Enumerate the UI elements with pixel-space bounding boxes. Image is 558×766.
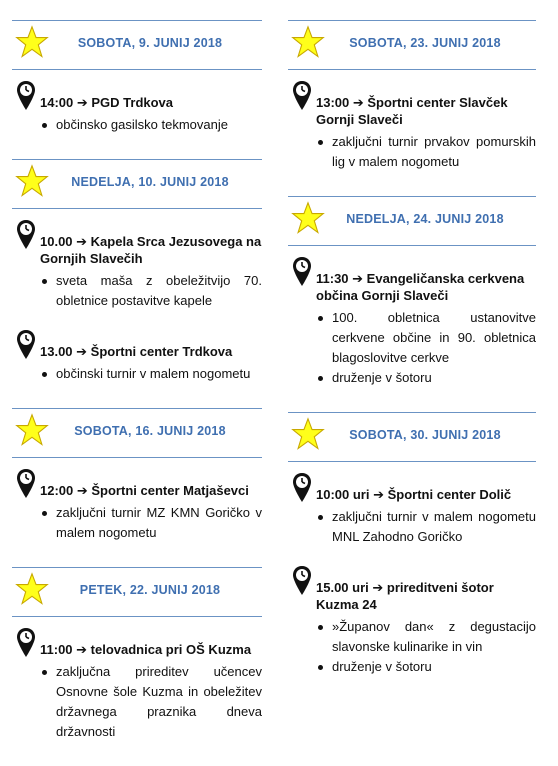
clock-pin-icon — [292, 256, 312, 288]
arrow-right-icon: ➔ — [72, 642, 91, 657]
event-time: 14:00 — [40, 95, 74, 110]
day-header — [12, 20, 262, 70]
event-time: 13.00 — [40, 344, 73, 359]
event — [288, 472, 536, 547]
event — [288, 565, 536, 677]
event-time: 10.00 — [40, 234, 73, 249]
list-item: druženje v šotoru — [316, 368, 536, 388]
event-place: Športni center Dolič — [387, 487, 512, 502]
spacer — [12, 394, 262, 408]
clock-pin-icon — [292, 565, 312, 597]
left-column — [12, 20, 262, 752]
day-header — [288, 412, 536, 462]
event-details — [316, 308, 536, 388]
event-details — [40, 271, 262, 311]
event — [12, 329, 262, 384]
spacer — [12, 543, 262, 553]
spacer — [12, 742, 262, 752]
event — [12, 219, 262, 311]
event-title — [40, 80, 262, 111]
event-title — [40, 219, 262, 267]
day-date: PETEK, 22. JUNIJ 2018 — [79, 583, 221, 597]
list-item: sveta maša z obeležitvijo 70. obletnice postavitve kapele — [40, 271, 262, 311]
event-title — [316, 256, 536, 304]
spacer — [12, 145, 262, 159]
event — [288, 256, 536, 388]
clock-pin-icon — [16, 219, 36, 251]
event — [12, 627, 262, 742]
event-details — [316, 132, 536, 172]
day-header — [12, 159, 262, 209]
event — [12, 468, 262, 543]
list-item: zaključna prireditev učencev Osnovne šole Kuzma in obeležitev državnega praznika dneva državnosti — [40, 662, 262, 742]
clock-pin-icon — [16, 468, 36, 500]
event-place: PGD Trdkova — [91, 95, 174, 110]
event — [12, 80, 262, 135]
event-time: 12:00 — [40, 483, 74, 498]
event-details — [40, 364, 262, 384]
list-item: »Županov dan« z degustacijo slavonske kulinarike in vin — [316, 617, 536, 657]
list-item: zaključni turnir v malem nogometu MNL Zahodno Goričko — [316, 507, 536, 547]
day-header — [12, 408, 262, 458]
clock-pin-icon — [292, 472, 312, 504]
spacer — [12, 384, 262, 394]
arrow-right-icon: ➔ — [72, 234, 91, 249]
arrow-right-icon: ➔ — [72, 344, 91, 359]
list-item: občinski turnir v malem nogometu — [40, 364, 262, 384]
event-time: 13:00 — [316, 95, 350, 110]
spacer — [12, 135, 262, 145]
list-item: druženje v šotoru — [316, 657, 536, 677]
clock-pin-icon — [16, 329, 36, 361]
spacer — [288, 172, 536, 182]
event-time: 11:00 — [40, 642, 73, 657]
day-date: SOBOTA, 9. JUNIJ 2018 — [77, 36, 223, 50]
spacer — [288, 677, 536, 687]
day-date: SOBOTA, 30. JUNIJ 2018 — [349, 428, 501, 442]
arrow-right-icon: ➔ — [368, 580, 387, 595]
event-details — [40, 503, 262, 543]
spacer — [288, 388, 536, 398]
day-date: NEDELJA, 24. JUNIJ 2018 — [346, 212, 504, 226]
event-details — [40, 115, 262, 135]
arrow-right-icon: ➔ — [369, 487, 388, 502]
day-date: NEDELJA, 10. JUNIJ 2018 — [71, 175, 229, 189]
event-title — [316, 80, 536, 128]
day-date: SOBOTA, 16. JUNIJ 2018 — [74, 424, 226, 438]
arrow-right-icon: ➔ — [349, 95, 368, 110]
event-place: Kapela Srca Jezusovega na Gornjih Slavečih — [40, 234, 262, 266]
event-time: 10:00 uri — [316, 487, 370, 502]
event-place: prireditveni šotor Kuzma 24 — [316, 580, 494, 612]
event-place: Športni center Matjaševci — [91, 483, 249, 498]
event — [288, 80, 536, 172]
event-time: 15.00 uri — [316, 580, 369, 595]
event-title — [316, 472, 536, 503]
clock-pin-icon — [16, 627, 36, 659]
event-place: Športni center Trdkova — [90, 344, 233, 359]
clock-pin-icon — [292, 80, 312, 112]
event-place: telovadnica pri OŠ Kuzma — [90, 642, 252, 657]
list-item: zaključni turnir MZ KMN Goričko v malem nogometu — [40, 503, 262, 543]
event-time: 11:30 — [316, 271, 349, 286]
list-item: 100. obletnica ustanovitve cerkvene občine in 90. obletnica blagoslovitve cerkve — [316, 308, 536, 368]
event-details — [40, 662, 262, 742]
event-title — [40, 627, 262, 658]
list-item: zaključni turnir prvakov pomurskih lig v malem nogometu — [316, 132, 536, 172]
day-header — [288, 196, 536, 246]
spacer — [288, 182, 536, 196]
event-title — [40, 329, 262, 360]
event-place: Evangeličanska cerkvena občina Gornji Slaveči — [316, 271, 525, 303]
event-title — [316, 565, 536, 613]
event-title — [40, 468, 262, 499]
event-place: Športni center Slavček Gornji Slaveči — [316, 95, 508, 127]
arrow-right-icon: ➔ — [348, 271, 367, 286]
event-details — [316, 507, 536, 547]
arrow-right-icon: ➔ — [73, 483, 92, 498]
day-header — [288, 20, 536, 70]
clock-pin-icon — [16, 80, 36, 112]
spacer — [12, 553, 262, 567]
spacer — [288, 398, 536, 412]
arrow-right-icon: ➔ — [73, 95, 92, 110]
right-column — [288, 20, 536, 687]
event-details — [316, 617, 536, 677]
day-date: SOBOTA, 23. JUNIJ 2018 — [349, 36, 501, 50]
list-item: občinsko gasilsko tekmovanje — [40, 115, 262, 135]
day-header — [12, 567, 262, 617]
